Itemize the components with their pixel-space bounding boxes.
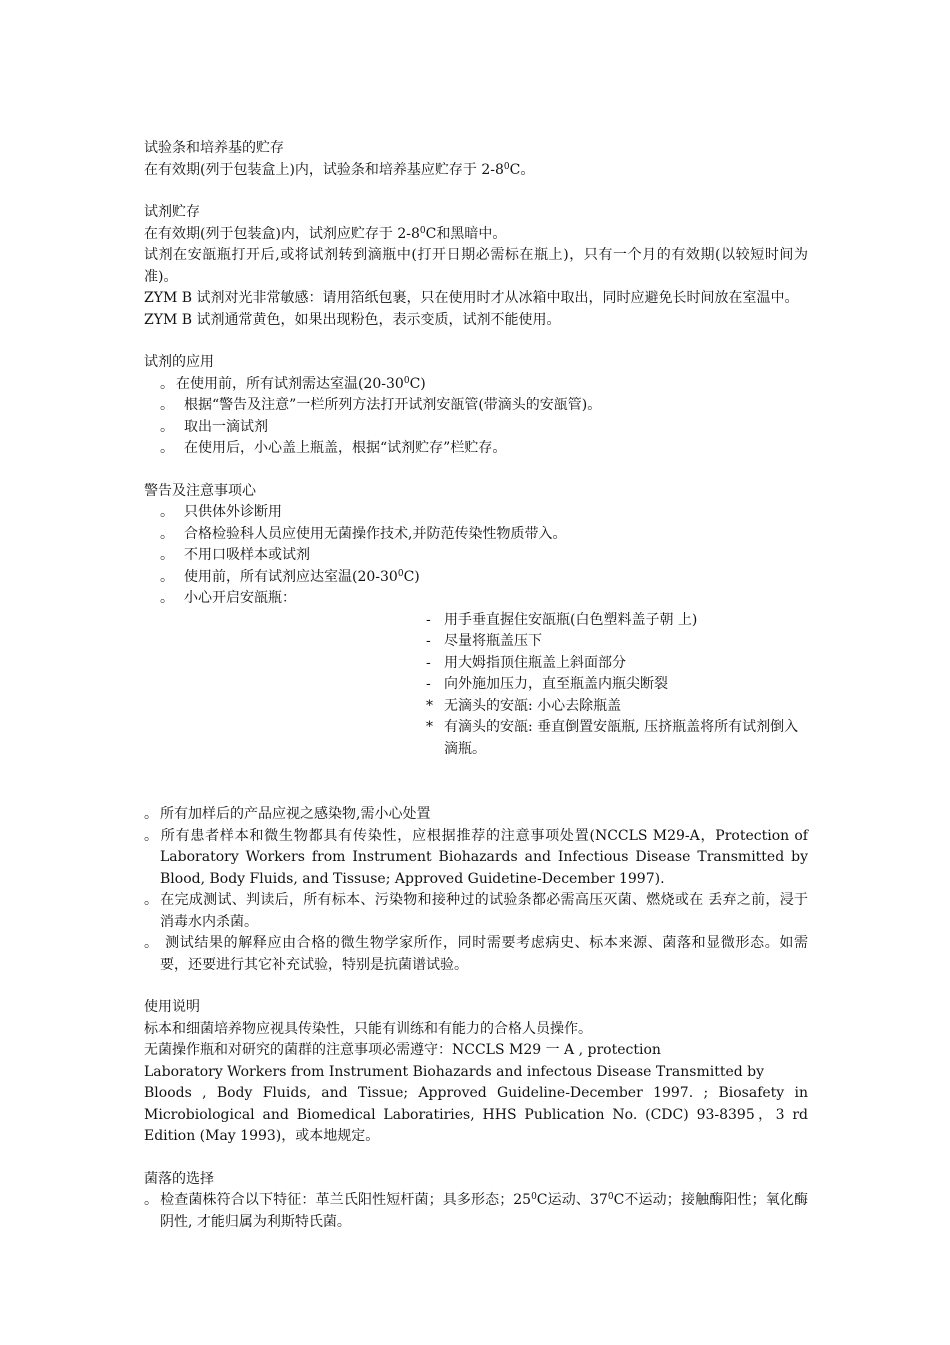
ampoule-step-4: - 向外施加压力，直至瓶盖内瓶尖断裂 bbox=[426, 674, 808, 696]
instructions-line-1: 标本和细菌培养物应视具传染性，只能有训练和有能力的合格人员操作。 bbox=[144, 1020, 592, 1037]
reagent-storage-line-3: ZYM B 试剂对光非常敏感：请用箔纸包裹，只在使用时才从冰箱中取出，同时应避免长时间放在室温中。 bbox=[144, 290, 799, 306]
note-4: 。 测试结果的解释应由合格的微生物学家所作，同时需要考虑病史、标本来源、菌落和显微形态。如需要，还要进行其它补充试验，特别是抗菌谱试验。 bbox=[144, 935, 808, 973]
note-3: 。 在完成测试、判读后，所有标本、污染物和接种过的试验条都必需高压灭菌、燃烧或在 丢弃之前，浸于消毒水内杀菌。 bbox=[144, 892, 808, 930]
colony-selection-item: 。 检查菌株符合以下特征：革兰氏阳性短杆菌；具多形态；$25^0C$运动、$37^0C$不运动；接触酶阳性；氧化酶阴性, 才能归属为利斯特氏菌。 bbox=[144, 1192, 808, 1230]
dash-mark: - bbox=[426, 611, 431, 628]
heading-reagent-use: 试剂的应用 bbox=[144, 354, 214, 370]
warning-item-1: 。 只供体外诊断用 bbox=[144, 502, 808, 524]
star-mark: * bbox=[426, 697, 433, 714]
star-mark: * bbox=[426, 719, 433, 735]
bullet-mark: 。 bbox=[160, 547, 174, 563]
reagent-use-item-3: 。 取出一滴试剂 bbox=[144, 417, 808, 439]
bullet-mark: 。 bbox=[160, 590, 174, 606]
instructions-line-4: Bloods , Body Fluids, and Tissue; Approved Guideline-December 1997. ; Biosafety in Microbiological and Biomedical Laboratiries, HHS Publication No. (CDC) 93-8395，3 rd Edition (May 1993)，或本地规定。 bbox=[144, 1085, 808, 1144]
bullet-mark: 。 bbox=[160, 440, 174, 456]
note-1: 。 所有加样后的产品应视之感染物,需小心处置 bbox=[144, 804, 808, 826]
instructions-line-2: 无菌操作瓶和对研究的菌群的注意事项必需遵守：NCCLS M29 一 A , protection bbox=[144, 1042, 661, 1058]
bullet-mark: 。 bbox=[144, 1192, 158, 1208]
ampoule-step-3: - 用大姆指顶住瓶盖上斜面部分 bbox=[426, 653, 808, 675]
reagent-use-item-4: 。 在使用后，小心盖上瓶盖，根据“试剂贮存”栏贮存。 bbox=[144, 438, 808, 460]
warning-item-2: 。 合格检验科人员应使用无菌操作技术,并防范传染性物质带入。 bbox=[144, 524, 808, 546]
heading-instructions: 使用说明 bbox=[144, 999, 200, 1015]
heading-reagent-storage: 试剂贮存 bbox=[144, 204, 200, 220]
dash-mark: - bbox=[426, 654, 431, 671]
reagent-storage-line-2: 试剂在安瓿瓶打开后,或将试剂转到滴瓶中(打开日期必需标在瓶上)，只有一个月的有效期(以较短时间为准)。 bbox=[144, 247, 808, 285]
dash-mark: - bbox=[426, 633, 431, 649]
bullet-mark: 。 bbox=[144, 935, 158, 951]
bullet-mark: 。 bbox=[160, 418, 174, 435]
ampoule-step-5: * 无滴头的安瓿: 小心去除瓶盖 bbox=[426, 696, 808, 718]
ampoule-step-2: - 尽量将瓶盖压下 bbox=[426, 631, 808, 653]
document-body bbox=[144, 138, 808, 1233]
bullet-mark: 。 bbox=[144, 892, 158, 908]
bullet-mark: 。 bbox=[160, 568, 174, 585]
bullet-mark: 。 bbox=[160, 397, 174, 413]
heading-strip-storage: 试验条和培养基的贮存 bbox=[144, 140, 284, 156]
reagent-use-item-2: 。 根据“警告及注意”一栏所列方法打开试剂安瓿管(带滴头的安瓿管)。 bbox=[144, 395, 808, 417]
heading-colony-selection: 菌落的选择 bbox=[144, 1170, 214, 1187]
warning-item-5: 。 小心开启安瓿瓶： bbox=[144, 588, 808, 610]
reagent-storage-line-4: ZYM B 试剂通常黄色，如果出现粉色，表示变质，试剂不能使用。 bbox=[144, 311, 561, 328]
bullet-mark: 。 bbox=[160, 375, 174, 392]
warning-item-4: 。 使用前，所有试剂应达室温$(20-30^0C)$ bbox=[144, 567, 808, 589]
bullet-mark: 。 bbox=[160, 525, 174, 542]
instructions-line-3: Laboratory Workers from Instrument Biohazards and infectous Disease Transmitted by bbox=[144, 1063, 765, 1080]
strip-storage-text: 在有效期(列于包装盒上)内，试验条和培养基应贮存于 $2-8^0C$。 bbox=[144, 161, 535, 178]
heading-warnings: 警告及注意事项心 bbox=[144, 482, 256, 499]
ampoule-step-1: - 用手垂直握住安瓿瓶(白色塑料盖子朝 上) bbox=[426, 610, 808, 632]
dash-mark: - bbox=[426, 676, 431, 692]
bullet-mark: 。 bbox=[160, 504, 174, 520]
bullet-mark: 。 bbox=[144, 806, 158, 822]
warning-item-3: 。 不用口吸样本或试剂 bbox=[144, 545, 808, 567]
reagent-use-item-1: 。 在使用前，所有试剂需达室温$(20-30^0C)$ bbox=[144, 374, 808, 396]
ampoule-step-6: * 有滴头的安瓿: 垂直倒置安瓿瓶, 压挤瓶盖将所有试剂倒入滴瓶。 bbox=[426, 719, 799, 757]
note-2: 。 所有患者样本和微生物都具有传染性，应根据推荐的注意事项处置(NCCLS M29-A，Protection of Laboratory Workers from Instrument Biohazards and Infectious Disease Transmitted by Blood, Body Fluids, and Tissuse; Approved Guidetine-December 1997). bbox=[144, 827, 808, 887]
reagent-storage-line-1: 在有效期(列于包装盒)内，试剂应贮存于 $2-8^0C$和黑暗中。 bbox=[144, 225, 507, 242]
bullet-mark: 。 bbox=[144, 827, 158, 844]
